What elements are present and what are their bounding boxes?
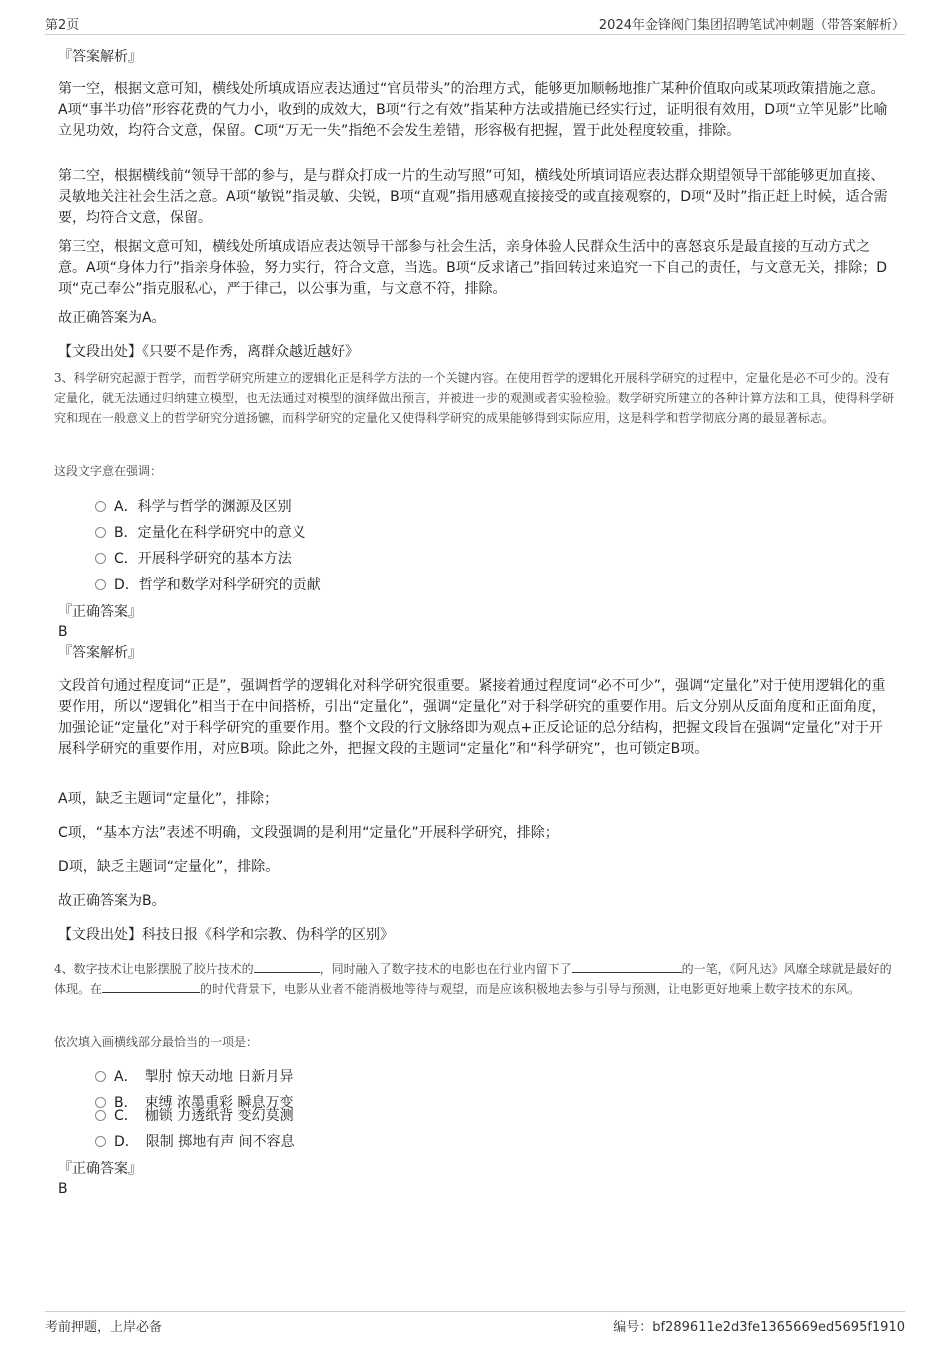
radio-icon[interactable]: [95, 1071, 106, 1082]
q4-answer-label: 『正确答案』: [58, 1161, 142, 1177]
radio-icon[interactable]: [95, 579, 106, 590]
q3-conclusion: 故正确答案为B。: [58, 893, 166, 909]
document-title: 2024年金锋阀门集团招聘笔试冲刺题（带答案解析）: [598, 18, 905, 33]
q3-stem: 3、科学研究起源于哲学，而哲学研究所建立的逻辑化正是科学方法的一个关键内容。在使用哲学的逻辑化开展科学研究的过程中，定量化是必不可少的。没有定量化，就无法通过归纳建立模型，也无法通过对模型的演绎做出预言，并被进一步的观测或者实验检验。数学研究所建立的各种计算方法和工具，使得科学研究和现在一般意义上的哲学研究分道扬镳，而科学研究的定量化又使得科学研究的成果能够得到实际应用，这是科学和哲学彻底分离的最显著标志。: [54, 371, 895, 425]
radio-icon[interactable]: [95, 1136, 106, 1147]
footer-slogan: 考前押题，上岸必备: [45, 1320, 163, 1335]
q4-option-b[interactable]: B． 束缚 浓墨重彩 瞬息万变: [95, 1093, 294, 1113]
q2-analysis-paragraph-3: 第三空，根据文意可知，横线处所填成语应表达领导干部参与社会生活，亲身体验人民群众生活中的喜怒哀乐是最直接的互动方式之意。A项“身体力行”指亲身体验，努力实行，符合文意，当选。B项“反求诸己”指回转过来追究一下自己的责任，与文意无关，排除；D项“克己奉公”指克服私心，严于律己，以公事为重，与文意不符，排除。: [58, 239, 887, 297]
fill-blank-2: [572, 960, 682, 973]
radio-icon[interactable]: [95, 501, 106, 512]
q3-option-a[interactable]: A．科学与哲学的渊源及区别: [95, 497, 292, 517]
radio-icon[interactable]: [95, 553, 106, 564]
q4-option-a[interactable]: A． 掣肘 惊天动地 日新月异: [95, 1067, 293, 1087]
fill-blank-3: [102, 980, 200, 993]
radio-icon[interactable]: [95, 1110, 106, 1121]
q2-analysis-paragraph-2: 第二空，根据横线前“领导干部的参与，是与群众打成一片的生动写照”可知，横线处所填词语应表达群众期望领导干部能够更加直接、灵敏地关注社会生活之意。A项“敏锐”指灵敏、尖锐，B项“直观”指用感观直接接受的或直接观察的，D项“及时”指正赶上时候，适合需要，均符合文意，保留。: [58, 168, 888, 226]
document-id: 编号：bf289611e2d3fe1365669ed5695f1910: [613, 1320, 905, 1335]
q4-answer: B: [58, 1181, 68, 1197]
q2-conclusion: 故正确答案为A。: [58, 310, 166, 326]
q3-option-d[interactable]: D．哲学和数学对科学研究的贡献: [95, 575, 321, 595]
q3-answer: B: [58, 624, 68, 640]
q2-analysis-label: 『答案解析』: [58, 49, 142, 65]
q2-source: 【文段出处】《只要不是作秀，离群众越近越好》: [58, 344, 359, 360]
q3-source: 【文段出处】科技日报《科学和宗教、伪科学的区别》: [58, 927, 394, 943]
q3-analysis-label: 『答案解析』: [58, 645, 142, 661]
q3-answer-label: 『正确答案』: [58, 604, 142, 620]
q4-prompt: 依次填入画横线部分最恰当的一项是：: [54, 1035, 259, 1049]
radio-icon[interactable]: [95, 527, 106, 538]
q3-option-c[interactable]: C．开展科学研究的基本方法: [95, 549, 292, 569]
q4-stem: 4、数字技术让电影摆脱了胶片技术的 ，同时融入了数字技术的电影也在行业内留下了 的一笔，《阿凡达》风靡全球就是最好的体现。在 的时代背景下，电影从业者不能消极地等待与观望，而是应该积极地去参与引导与预测，让电影更好地乘上数字技术的东风。: [54, 962, 892, 996]
fill-blank-1: [254, 960, 320, 973]
q2-analysis-paragraph-1: 第一空，根据文意可知，横线处所填成语应表达通过“官员带头”的治理方式，能够更加顺畅地推广某种价值取向或某项政策措施之意。A项“事半功倍”形容花费的气力小，收到的成效大，B项“行之有效”指某种方法或措施已经实行过，证明很有效用，D项“立竿见影”比喻立见功效，均符合文意，保留。C项“万无一失”指绝不会发生差错，形容极有把握，置于此处程度较重，排除。: [58, 81, 888, 139]
q4-option-c[interactable]: C． 枷锁 力透纸背 变幻莫测: [95, 1106, 294, 1126]
q4-option-d[interactable]: D． 限制 掷地有声 间不容息: [95, 1132, 295, 1152]
q3-analysis-option-d: D项，缺乏主题词“定量化”，排除。: [58, 859, 280, 875]
page-number: 第2页: [45, 18, 80, 33]
page-footer: [45, 1311, 905, 1338]
q3-analysis-option-a: A项，缺乏主题词“定量化”，排除；: [58, 791, 279, 807]
page-header: [45, 14, 905, 35]
q3-prompt: 这段文字意在强调：: [54, 464, 163, 478]
q3-option-b[interactable]: B．定量化在科学研究中的意义: [95, 523, 306, 543]
q3-analysis-option-c: C项，“基本方法”表述不明确，文段强调的是利用“定量化”开展科学研究，排除；: [58, 825, 559, 841]
q3-analysis-paragraph: 文段首句通过程度词“正是”，强调哲学的逻辑化对科学研究很重要。紧接着通过程度词“必不可少”，强调“定量化”对于使用逻辑化的重要作用，所以“逻辑化”相当于在中间搭桥，引出“定量化”，强调“定量化”对于科学研究的重要作用。后文分别从反面角度和正面角度，加强论证“定量化”对于科学研究的重要作用。整个文段的行文脉络即为观点+正反论证的总分结构，把握文段旨在强调“定量化”对于开展科学研究的重要作用，对应B项。除此之外，把握文段的主题词“定量化”和“科学研究”，也可锁定B项。: [58, 678, 886, 757]
